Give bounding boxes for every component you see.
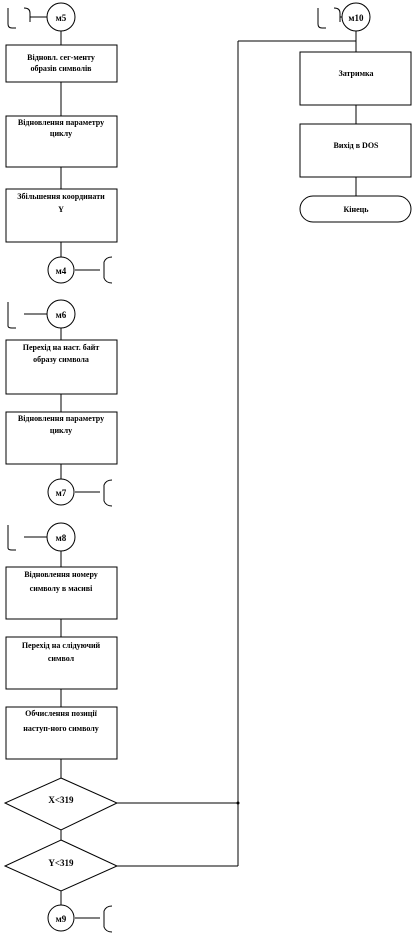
block-line: Перехід на слідуючий [21,641,101,650]
process-block-b3 [6,189,117,242]
process-block-b4 [6,340,117,394]
block-line: Відновлення параметру [17,118,105,127]
block-line: циклу [49,426,73,435]
block-line: Збільшення координати [17,192,105,201]
process-block-b7 [6,637,117,689]
process-block-b6 [6,567,117,619]
connector-label: м8 [55,533,67,543]
decision-d1 [5,778,117,830]
connector-label: м10 [348,13,364,23]
comment-bracket [318,8,340,28]
connector-label: м6 [55,310,67,320]
connector-m5 [47,3,75,31]
comment-bracket [75,480,112,506]
connector-m4 [48,257,74,283]
process-block-b1 [6,45,117,82]
connector-m9 [48,905,74,931]
block-line: образу символа [33,355,89,364]
block-line: Вихід в DOS [333,141,379,150]
connector-m6 [47,300,75,328]
connector-m8 [47,523,75,551]
terminal-label: Кінець [343,205,369,214]
connector-m10 [342,3,370,31]
junction-dot [237,802,240,805]
process-block-b8 [6,707,117,759]
process-block-b10 [300,124,411,177]
connector-label: м4 [55,266,67,276]
terminal-end [300,196,411,222]
comment-bracket [8,8,30,28]
comment-bracket [8,525,47,550]
comment-bracket [75,906,112,932]
connector-label: м5 [55,13,67,23]
comment-bracket [8,302,47,328]
process-block-b5 [6,412,117,464]
block-line: Відновлення параметру [17,414,105,423]
connector-label: м7 [55,488,67,498]
block-line: образів символів [30,64,92,73]
block-line: Затримка [338,69,374,78]
block-line: символу в масиві [29,584,93,593]
comment-bracket [75,257,112,283]
block-line: циклу [49,129,73,138]
block-line: Y [58,205,64,214]
block-line: символ [47,654,75,663]
connector-m7 [48,479,74,505]
process-block-b9 [300,52,411,105]
block-line: Перехід на наст. байт [22,343,100,352]
decision-label: X<319 [48,795,74,805]
process-block-b2 [6,116,117,167]
block-line: Обчислення позиції [25,709,97,718]
decision-label: Y<319 [48,858,74,868]
connector-label: м9 [55,914,67,924]
block-line: Відновлення номеру [24,570,98,579]
block-line: наступ-ного символу [23,724,99,733]
decision-d2 [5,840,117,891]
block-line: Відновл. сег-менту [27,53,95,62]
